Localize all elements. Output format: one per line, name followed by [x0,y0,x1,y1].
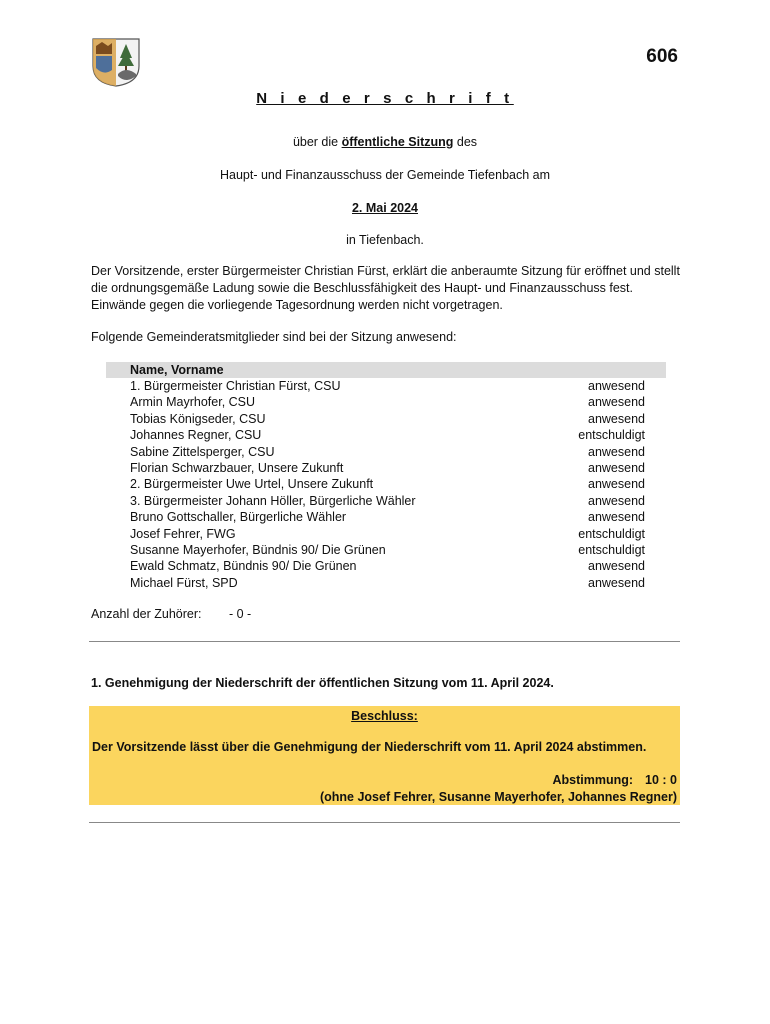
member-name: 2. Bürgermeister Uwe Urtel, Unsere Zukunft [130,477,374,492]
member-status: anwesend [588,493,645,508]
attendance-table-body [106,378,666,591]
member-status: entschuldigt [578,428,645,443]
session-type-line [0,135,770,149]
vote-line [320,772,677,789]
member-status: anwesend [588,575,645,590]
member-status: entschuldigt [578,542,645,557]
member-name: Tobias Königseder, CSU [130,411,266,426]
member-row [106,575,666,591]
present-heading: Folgende Gemeinderatsmitglieder sind bei der Sitzung anwesend: [91,330,457,344]
member-name: Armin Mayrhofer, CSU [130,395,256,410]
member-row [106,427,666,443]
member-row [106,394,666,410]
audience-label: Anzahl der Zuhörer: [91,607,202,621]
session-type-bold: öffentliche Sitzung [341,135,454,149]
page-number: 606 [646,46,678,67]
member-row [106,542,666,558]
session-type-suffix: des [453,135,478,149]
member-row [106,509,666,525]
member-status: anwesend [588,411,645,426]
member-name: Johannes Regner, CSU [130,428,262,443]
member-status: anwesend [588,395,645,410]
member-row [106,558,666,574]
member-row [106,444,666,460]
member-name: 3. Bürgermeister Johann Höller, Bürgerliche Wähler [130,493,416,508]
member-status: anwesend [588,444,645,459]
member-row [106,411,666,427]
attendance-table [106,362,666,591]
member-status: anwesend [588,379,645,393]
committee-line: Haupt- und Finanzausschuss der Gemeinde Tiefenbach am [219,168,551,182]
member-row [106,476,666,492]
member-row [106,378,666,394]
member-name: Ewald Schmatz, Bündnis 90/ Die Grünen [130,559,357,574]
member-status: anwesend [588,477,645,492]
member-status: anwesend [588,559,645,574]
member-name: Susanne Mayerhofer, Bündnis 90/ Die Grünen [130,542,386,557]
resolution-label: Beschluss: [351,709,418,723]
section-divider [89,822,680,823]
member-name: 1. Bürgermeister Christian Fürst, CSU [130,379,341,393]
session-type-prefix: über die [292,135,342,149]
vote-label: Abstimmung: [552,773,634,787]
member-status: entschuldigt [578,526,645,541]
member-name: Bruno Gottschaller, Bürgerliche Wähler [130,510,347,525]
resolution-text: Der Vorsitzende lässt über die Genehmigung der Niederschrift vom 11. April 2024 abstimmen. [92,740,647,754]
audience-value: - 0 - [229,607,252,621]
meeting-place: in Tiefenbach. [346,233,424,247]
member-status: anwesend [588,510,645,525]
member-row [106,460,666,476]
member-status: anwesend [588,460,645,475]
member-name: Sabine Zittelsperger, CSU [130,444,275,459]
section-divider [89,641,680,642]
resolution-box [89,706,680,805]
agenda-item-title: 1. Genehmigung der Niederschrift der öffentlichen Sitzung vom 11. April 2024. [91,676,554,690]
member-row [106,493,666,509]
meeting-date: 2. Mai 2024 [351,201,418,215]
member-name: Josef Fehrer, FWG [130,526,236,541]
member-name: Michael Fürst, SPD [130,575,238,590]
vote-result: 10 : 0 [645,773,677,787]
audience-count [91,607,252,621]
intro-paragraph: Der Vorsitzende, erster Bürgermeister Christian Fürst, erklärt die anberaumte Sitzung für eröffnet und stellt die ordnungsgemäße Ladung sowie die Beschlussfähigkeit des Haupt- und Finanzausschuss fest. Einwände gegen die vorliegende Tagesordnung werden nicht vorgetragen. [91,264,680,312]
municipal-coat-of-arms-icon [90,36,142,88]
attendance-table-header: Name, Vorname [106,362,666,378]
vote-block [320,772,677,806]
member-name: Florian Schwarzbauer, Unsere Zukunft [130,460,344,475]
document-title: N i e d e r s c h r i f t [256,90,514,107]
vote-note: (ohne Josef Fehrer, Susanne Mayerhofer, Johannes Regner) [319,790,677,804]
member-row [106,526,666,542]
